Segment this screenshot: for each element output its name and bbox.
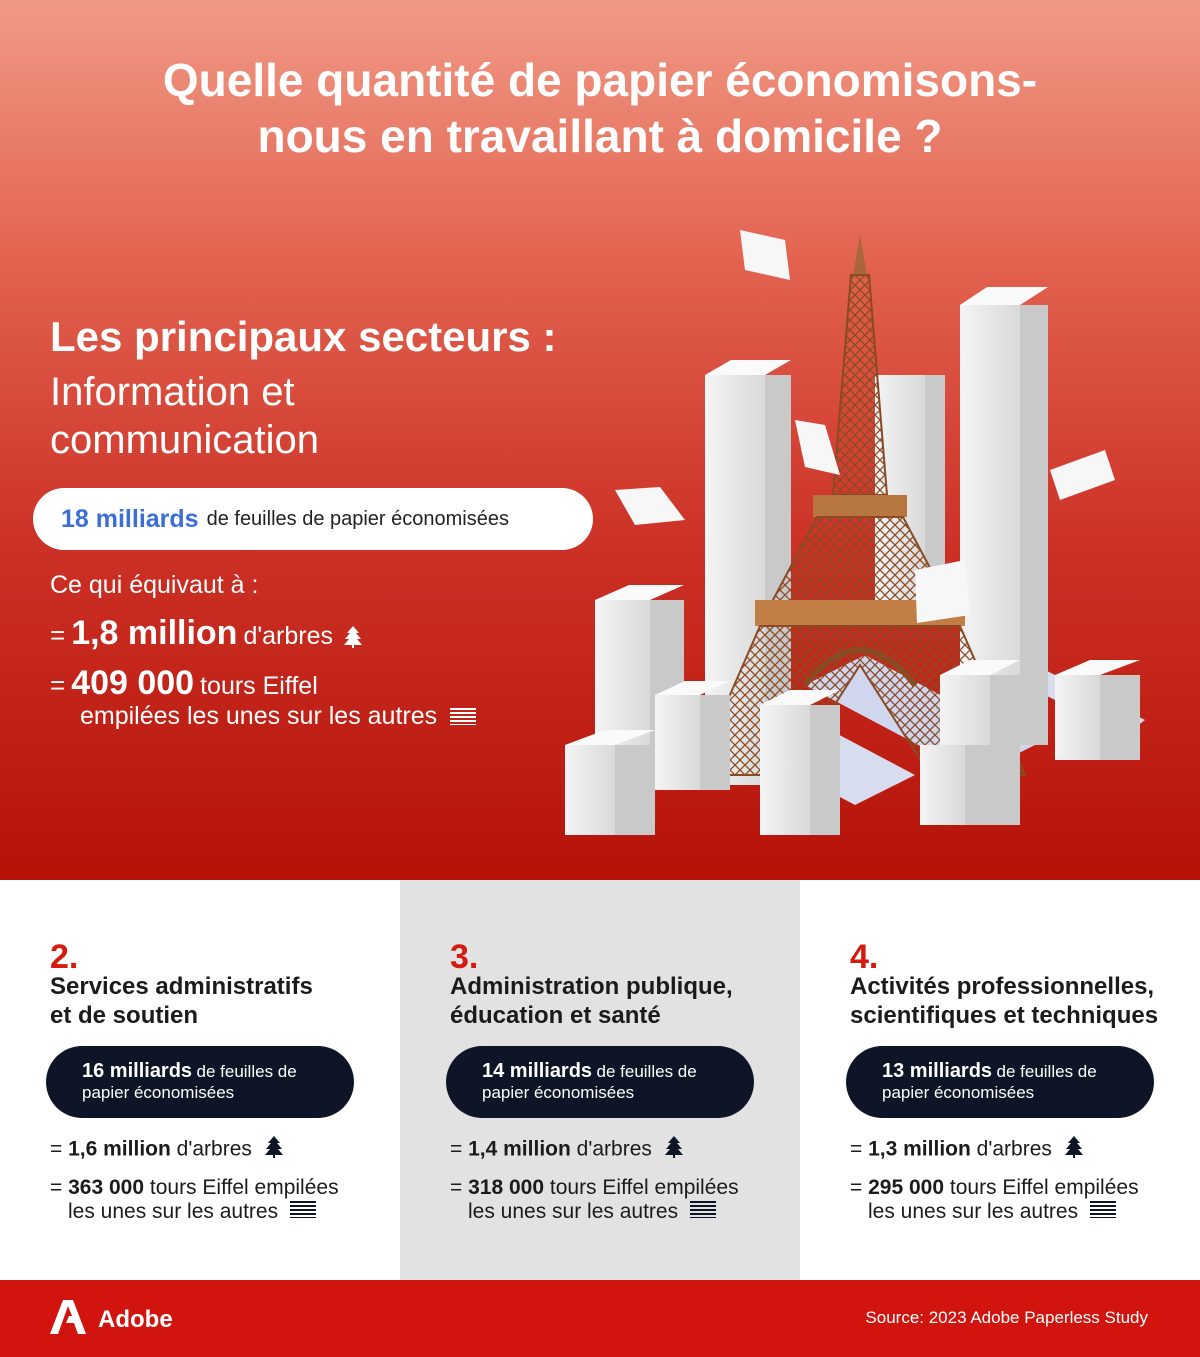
sheets-pill (46, 1046, 354, 1118)
equivalent-label: Ce qui équivaut à : (50, 571, 259, 599)
paper-stack (565, 730, 655, 835)
equals-sign: = (450, 1137, 463, 1161)
eiffel-label-1: tours Eiffel empilées (949, 1176, 1139, 1199)
stacked-lines-icon (290, 1200, 316, 1224)
tree-icon (1064, 1136, 1084, 1164)
eiffel-paper-illustration (555, 215, 1175, 855)
paper-stack (920, 745, 993, 825)
sheets-value: 14 milliards (482, 1060, 593, 1082)
equals-sign: = (50, 670, 66, 700)
other-sectors-section (0, 880, 1200, 1280)
equals-sign: = (850, 1137, 863, 1161)
flying-sheet (740, 230, 790, 280)
equals-sign: = (450, 1176, 463, 1199)
sheets-label-2: papier économisées (882, 1083, 1035, 1102)
trees-label: d'arbres (176, 1137, 252, 1161)
sheets-pill (846, 1046, 1154, 1118)
eiffel-label-2: les unes sur les autres (868, 1200, 1079, 1223)
sheets-label-1: de feuilles de (996, 1062, 1097, 1081)
sheets-pill (446, 1046, 754, 1118)
sector-name-line-2: éducation et santé (450, 1002, 661, 1029)
sector-rank: 2. (50, 938, 79, 976)
main-sector-name-line-2: communication (50, 418, 320, 462)
sector-name-line-1: Services administratifs (50, 973, 313, 1000)
tree-icon (343, 626, 363, 653)
source-note: Source: 2023 Adobe Paperless Study (865, 1308, 1148, 1327)
eiffel-label-2: les unes sur les autres (68, 1200, 279, 1223)
trees-value: 1,6 million (68, 1137, 171, 1161)
eiffel-value: 363 000 (68, 1176, 145, 1199)
main-eiffel-value: 409 000 (71, 664, 195, 702)
eiffel-stat (850, 1176, 1139, 1200)
main-trees-value: 1,8 million (71, 614, 238, 652)
eiffel-value: 318 000 (468, 1176, 545, 1199)
tree-icon (264, 1136, 284, 1164)
trees-stat (450, 1136, 684, 1164)
stacked-lines-icon (690, 1200, 716, 1224)
trees-label: d'arbres (976, 1137, 1052, 1161)
main-sheets-pill (33, 488, 593, 550)
trees-stat (50, 1136, 284, 1164)
eiffel-label-1: tours Eiffel empilées (149, 1176, 339, 1199)
equals-sign: = (50, 1137, 63, 1161)
sector-name (50, 972, 390, 1030)
headline-line-2: nous en travaillant à domicile ? (257, 110, 943, 162)
main-sheets-value: 18 milliards (61, 504, 199, 533)
paper-stack (760, 690, 840, 835)
sheets-label-2: papier économisées (482, 1083, 635, 1102)
main-trees-stat (50, 614, 363, 653)
eiffel-label-2: les unes sur les autres (468, 1200, 679, 1223)
main-sheets-label: de feuilles de papier économisées (206, 507, 509, 530)
sector-card-4 (800, 880, 1200, 1280)
trees-value: 1,4 million (468, 1137, 571, 1161)
sector-name (850, 972, 1190, 1030)
eiffel-value: 295 000 (868, 1176, 945, 1199)
equals-sign: = (50, 620, 66, 650)
stacked-lines-icon (450, 701, 476, 733)
main-sector-name (50, 368, 610, 464)
flying-sheet (915, 560, 970, 623)
flying-sheet (615, 487, 685, 525)
main-trees-label: d'arbres (243, 622, 333, 650)
headline (0, 52, 1200, 164)
main-eiffel-label-2 (80, 700, 476, 733)
eiffel-label-1: tours Eiffel empilées (549, 1176, 739, 1199)
eiffel-stat-line-2 (468, 1200, 716, 1224)
sheets-label-2: papier économisées (82, 1083, 235, 1102)
equals-sign: = (850, 1176, 863, 1199)
eiffel-stat (450, 1176, 739, 1200)
sector-card-2 (0, 880, 400, 1280)
stacked-lines-icon (1090, 1200, 1116, 1224)
sector-name-line-2: scientifiques et techniques (850, 1002, 1159, 1029)
main-eiffel-label-2-text: empilées les unes sur les autres (80, 702, 438, 730)
sector-name-line-1: Administration publique, (450, 973, 733, 1000)
main-sector-name-line-1: Information et (50, 370, 295, 414)
sheets-value: 16 milliards (82, 1060, 193, 1082)
eiffel-stat-line-2 (868, 1200, 1116, 1224)
sector-name-line-1: Activités professionnelles, (850, 973, 1155, 1000)
trees-stat (850, 1136, 1084, 1164)
brand-name: Adobe (98, 1305, 173, 1333)
trees-label: d'arbres (576, 1137, 652, 1161)
sector-card-3 (400, 880, 800, 1280)
main-sector-heading: Les principaux secteurs : (50, 313, 557, 360)
sheets-value: 13 milliards (882, 1060, 993, 1082)
adobe-logo (50, 1300, 173, 1339)
flying-sheet (795, 420, 840, 475)
sector-rank: 3. (450, 938, 479, 976)
footer (0, 1280, 1200, 1357)
eiffel-stat-line-2 (68, 1200, 316, 1224)
paper-stack (655, 681, 730, 790)
tree-icon (664, 1136, 684, 1164)
sector-rank: 4. (850, 938, 879, 976)
equals-sign: = (50, 1176, 63, 1199)
flying-sheet (1050, 450, 1115, 500)
sheets-label-1: de feuilles de (596, 1062, 697, 1081)
eiffel-stat (50, 1176, 339, 1200)
headline-line-1: Quelle quantité de papier économisons- (162, 54, 1038, 106)
main-eiffel-label: tours Eiffel (200, 672, 318, 700)
sheets-label-1: de feuilles de (196, 1062, 297, 1081)
adobe-logo-icon (50, 1300, 86, 1339)
main-eiffel-stat (50, 664, 318, 703)
paper-stack (1055, 660, 1140, 760)
trees-value: 1,3 million (868, 1137, 971, 1161)
sector-name (450, 972, 790, 1030)
sector-name-line-2: et de soutien (50, 1002, 199, 1029)
